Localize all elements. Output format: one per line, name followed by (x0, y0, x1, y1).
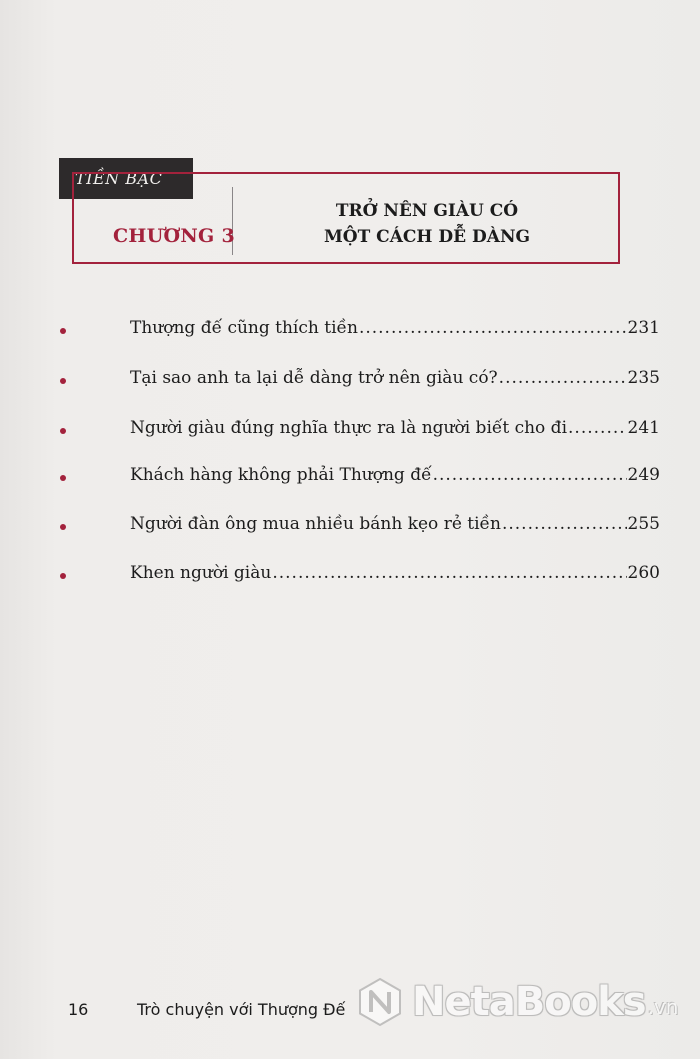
toc-item-title: Tại sao anh ta lại dễ dàng trở nên giàu có? (130, 368, 498, 388)
bullet-icon (60, 428, 66, 434)
bullet-icon (60, 573, 66, 579)
chapter-title-line1: TRỞ NÊN GIÀU CÓ (335, 201, 519, 221)
toc-item-page: 241 (627, 418, 660, 438)
chapter-title (262, 198, 592, 250)
page-number: 16 (68, 1000, 89, 1019)
toc-item (60, 318, 660, 348)
chapter-number: CHƯƠNG 3 (113, 225, 236, 247)
toc-item-page: 249 (627, 465, 660, 485)
toc-item-title: Khen người giàu (130, 563, 272, 583)
toc-item-title: Người đàn ông mua nhiều bánh kẹo rẻ tiền (130, 514, 501, 534)
bullet-icon (60, 524, 66, 530)
dot-leader (359, 318, 627, 338)
bullet-icon (60, 328, 66, 334)
netabooks-logo-icon (354, 976, 406, 1028)
toc-item-page: 231 (627, 318, 660, 338)
toc-item (60, 563, 660, 593)
toc-item-page: 260 (627, 563, 660, 583)
bullet-icon (60, 475, 66, 481)
watermark-suffix: .vn (647, 995, 679, 1019)
dot-leader (499, 368, 627, 388)
toc-item (60, 465, 660, 495)
watermark (354, 974, 678, 1030)
toc-item (60, 418, 660, 448)
dot-leader (568, 418, 627, 438)
dot-leader (502, 514, 627, 534)
bullet-icon (60, 378, 66, 384)
toc-item (60, 514, 660, 544)
toc-item-title: Người giàu đúng nghĩa thực ra là người biết cho đi (130, 418, 568, 438)
chapter-title-line2: MỘT CÁCH DỄ DÀNG (323, 227, 531, 247)
toc-item-title: Thượng đế cũng thích tiền (130, 318, 358, 338)
toc-item-page: 255 (627, 514, 660, 534)
toc-item-title: Khách hàng không phải Thượng đế (130, 465, 432, 485)
running-footer-book-title: Trò chuyện với Thượng Đế (137, 1000, 346, 1019)
dot-leader (272, 563, 626, 583)
watermark-brand: NetaBooks (412, 979, 646, 1025)
toc-item (60, 368, 660, 398)
section-tag: TIỀN BẠC (59, 158, 193, 199)
toc-item-page: 235 (627, 368, 660, 388)
dot-leader (433, 465, 627, 485)
